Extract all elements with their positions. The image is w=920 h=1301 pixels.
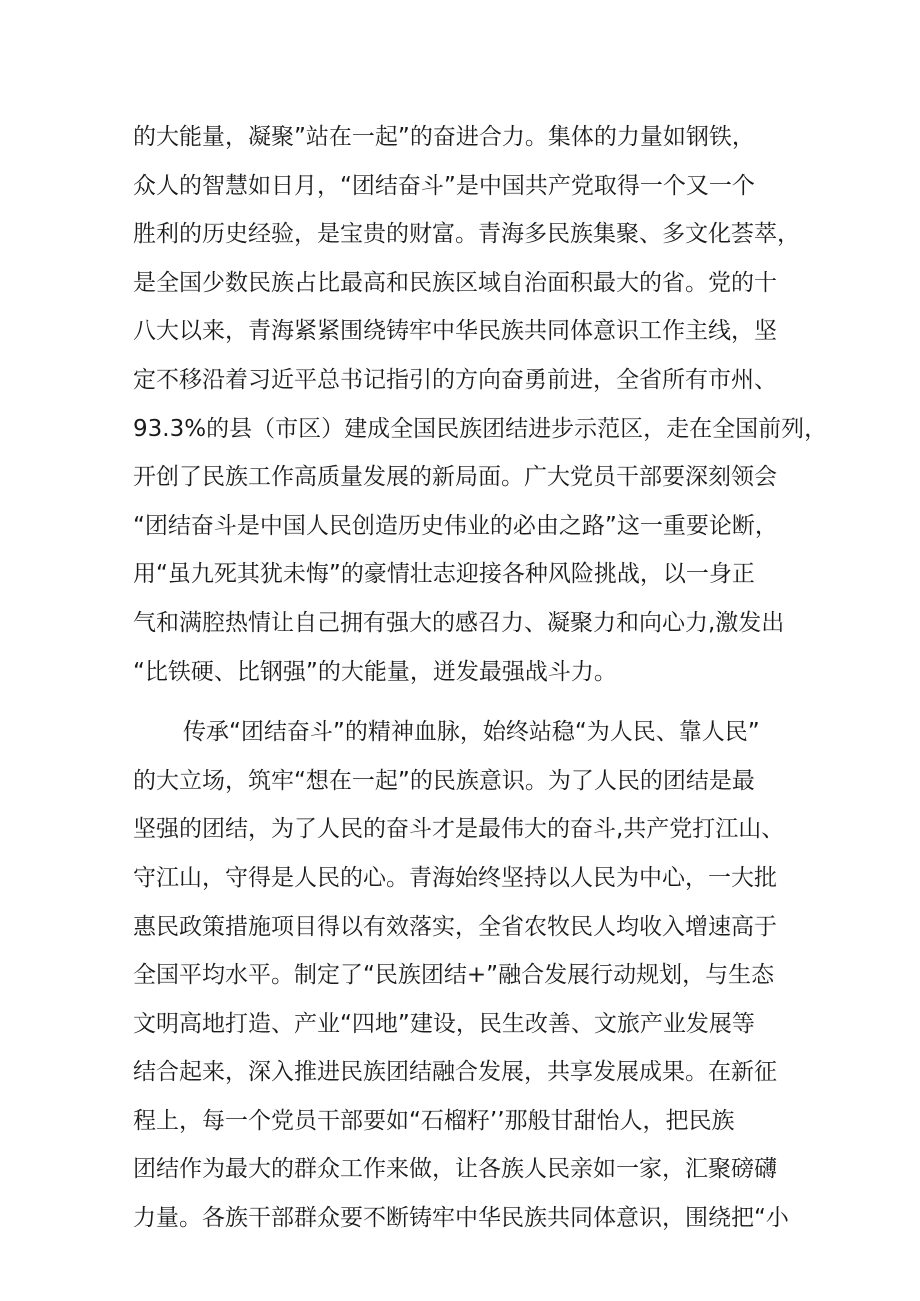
text-line: “比铁硬、比钢强”的大能量，迸发最强战斗力。	[133, 658, 617, 685]
text-line: 守江山，守得是人民的心。青海始终坚持以人民为中心，一大批	[133, 864, 777, 891]
text-line: 力量。各族干部群众要不断铸牢中华民族共同体意识，围绕把“小	[133, 1205, 789, 1232]
text-line: 惠民政策措施项目得以有效落实，全省农牧民人均收入增速高于	[133, 913, 777, 940]
text-line: 的大立场，筑牢“想在一起”的民族意识。为了人民的团结是最	[133, 767, 755, 794]
text-line: 93.3%的县（市区）建成全国民族团结进步示范区，走在全国前列，	[133, 415, 828, 442]
text-line: 文明高地打造、产业“四地”建设，民生改善、文旅产业发展等	[133, 1010, 755, 1037]
document-body	[133, 113, 828, 1243]
text-line: 开创了民族工作高质量发展的新局面。广大党员干部要深刻领会	[133, 464, 777, 491]
text-line: 全国平均水平。制定了“民族团结+”融合发展行动规划，与生态	[133, 962, 775, 989]
text-line: 结合起来，深入推进民族团结融合发展，共享发展成果。在新征	[133, 1059, 777, 1086]
text-line: “团结奋斗是中国人民创造历史伟业的必由之路”这一重要论断，	[133, 512, 778, 539]
text-line: 八大以来，青海紧紧围绕铸牢中华民族共同体意识工作主线，坚	[133, 318, 777, 345]
paragraph-1	[133, 113, 828, 696]
text-line: 气和满腔热情让自己拥有强大的感召力、凝聚力和向心力,激发出	[133, 609, 785, 636]
paragraph-gap	[133, 696, 803, 708]
text-line: 的大能量，凝聚”站在一起”的奋进合力。集体的力量如钢铁，	[133, 124, 755, 150]
text-line-first: 传承“团结奋斗”的精神血脉，始终站稳“为人民、靠人民”	[183, 719, 760, 746]
text-line: 胜利的历史经验，是宝贵的财富。青海多民族集聚、多文化荟萃，	[133, 221, 800, 248]
text-line: 用“虽九死其犹未悔”的豪情壮志迎接各种风险挑战，以一身正	[133, 561, 755, 588]
text-line: 团结作为最大的群众工作来做，让各族人民亲如一家，汇聚磅礴	[133, 1156, 777, 1183]
text-line: 是全国少数民族占比最高和民族区域自治面积最大的省。党的十	[133, 269, 777, 296]
text-line: 程上，每一个党员干部要如“石榴籽’’那般甘甜怡人，把民族	[133, 1107, 735, 1134]
text-line: 坚强的团结，为了人民的奋斗才是最伟大的奋斗,共产党打江山、	[133, 816, 785, 843]
text-line: 众人的智慧如日月，“团结奋斗”是中国共产党取得一个又一个	[133, 172, 755, 199]
text-line: 定不移沿着习近平总书记指引的方向奋勇前进，全省所有市州、	[133, 366, 777, 393]
paragraph-2	[133, 708, 803, 1243]
